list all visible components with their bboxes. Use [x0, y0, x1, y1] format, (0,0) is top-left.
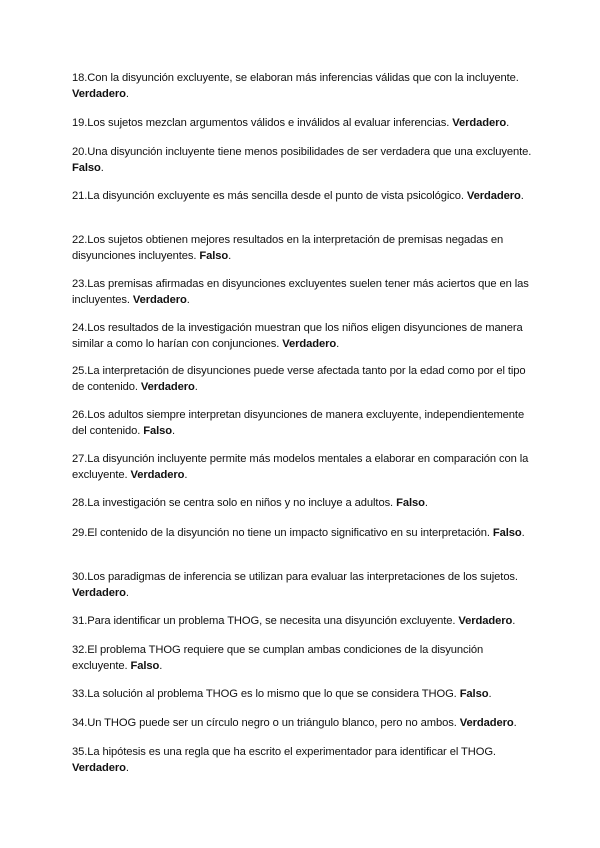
statement-24: 24.Los resultados de la investigación muestran que los niños eligen disyunciones de manera similar a como lo harían con conjunciones. Verdadero. — [72, 322, 523, 351]
statement-number: 29. — [72, 527, 88, 539]
statement-answer: Verdadero — [282, 338, 337, 351]
statement-text: Una disyunción incluyente tiene menos posibilidades de ser verdadera que una excluyente. — [87, 146, 532, 158]
statement-answer: Verdadero — [72, 88, 126, 101]
statement-answer: Verdadero — [140, 381, 195, 394]
statement-32: 32.El problema THOG requiere que se cumplan ambas condiciones de la disyunción excluyente. Falso. — [72, 644, 484, 673]
statement-number: 35. — [72, 746, 88, 758]
statement-25: 25.La interpretación de disyunciones puede verse afectada tanto por la edad como por el tipo de contenido. Verdadero. — [72, 365, 526, 394]
statement-text: Los adultos siempre interpretan disyunciones de manera excluyente, independientemente del contenido. — [72, 409, 525, 438]
statement-answer: Verdadero — [459, 717, 514, 729]
statement-number: 31. — [72, 615, 88, 627]
statement-answer: Falso — [396, 497, 425, 509]
statement-21: 21.La disyunción excluyente es más sencilla desde el punto de vista psicológico. Verdadero. — [72, 190, 524, 202]
statement-number: 21. — [72, 190, 88, 202]
statement-text: Los sujetos obtienen mejores resultados en la interpretación de premisas negadas en disyunciones incluyentes. — [72, 234, 504, 263]
statement-number: 23. — [72, 278, 88, 290]
statement-31: 31.Para identificar un problema THOG, se necesita una disyunción excluyente. Verdadero. — [72, 615, 516, 627]
statement-number: 27. — [72, 453, 88, 465]
statement-number: 32. — [72, 644, 88, 656]
statement-28: 28.La investigación se centra solo en niños y no incluye a adultos. Falso. — [72, 497, 428, 509]
statement-answer: Falso — [72, 162, 101, 175]
statement-number: 20. — [72, 146, 88, 158]
statement-35: 35.La hipótesis es una regla que ha escrito el experimentador para identificar el THOG. Verdadero. — [72, 746, 496, 775]
statement-answer: Falso — [199, 250, 229, 263]
statement-number: 19. — [72, 117, 88, 129]
statement-number: 34. — [72, 717, 88, 729]
statement-text: Los sujetos mezclan argumentos válidos e inválidos al evaluar inferencias. — [87, 117, 450, 129]
statement-text: La hipótesis es una regla que ha escrito el experimentador para identificar el THOG. — [87, 746, 496, 758]
statement-number: 24. — [72, 322, 88, 334]
statement-answer: Falso — [492, 527, 522, 539]
statement-19: 19.Los sujetos mezclan argumentos válidos e inválidos al evaluar inferencias. Verdadero. — [72, 117, 510, 129]
statement-answer: Verdadero — [130, 469, 185, 482]
statement-text: El contenido de la disyunción no tiene un impacto significativo en su interpretación. — [87, 527, 490, 539]
statement-26: 26.Los adultos siempre interpretan disyunciones de manera excluyente, independientemente del contenido. Falso. — [72, 409, 525, 438]
statement-answer: Falso — [459, 688, 489, 700]
statement-answer: Verdadero — [458, 615, 513, 627]
statement-29: 29.El contenido de la disyunción no tiene un impacto significativo en su interpretación. Falso. — [72, 527, 525, 539]
statement-30: 30.Los paradigmas de inferencia se utilizan para evaluar las interpretaciones de los sujetos. Verdadero. — [72, 571, 518, 600]
statement-number: 33. — [72, 688, 88, 700]
statement-text: Los resultados de la investigación muestran que los niños eligen disyunciones de manera similar a como lo harían con conjunciones. — [72, 322, 523, 351]
statement-text: La disyunción excluyente es más sencilla desde el punto de vista psicológico. — [87, 190, 464, 202]
statement-number: 30. — [72, 571, 88, 583]
statement-text: Un THOG puede ser un círculo negro o un triángulo blanco, pero no ambos. — [87, 717, 457, 729]
statement-answer: Verdadero — [466, 190, 521, 202]
statement-answer: Verdadero — [452, 117, 507, 129]
statement-text: Con la disyunción excluyente, se elaboran más inferencias válidas que con la incluyente. — [87, 72, 519, 84]
statement-number: 25. — [72, 365, 88, 377]
statement-text: El problema THOG requiere que se cumplan ambas condiciones de la disyunción excluyente. — [72, 644, 484, 673]
statement-answer: Falso — [130, 660, 160, 673]
statement-18: 18.Con la disyunción excluyente, se elaboran más inferencias válidas que con la incluyente. Verdadero. — [72, 72, 519, 101]
statement-text: Las premisas afirmadas en disyunciones excluyentes suelen tener más aciertos que en las incluyentes. — [72, 278, 529, 307]
statement-text: La disyunción incluyente permite más modelos mentales a elaborar en comparación con la excluyente. — [72, 453, 529, 482]
statement-answer: Verdadero — [132, 294, 187, 307]
statement-text: La solución al problema THOG es lo mismo que lo que se considera THOG. — [87, 688, 457, 700]
statement-number: 18. — [72, 72, 88, 84]
statement-answer: Falso — [143, 425, 173, 438]
statement-33: 33.La solución al problema THOG es lo mismo que lo que se considera THOG. Falso. — [72, 688, 492, 700]
statement-text: La interpretación de disyunciones puede verse afectada tanto por la edad como por el tipo de contenido. — [72, 365, 526, 394]
statement-answer: Verdadero — [72, 762, 126, 775]
statement-number: 26. — [72, 409, 88, 421]
statement-text: Para identificar un problema THOG, se necesita una disyunción excluyente. — [87, 615, 456, 627]
statement-text: Los paradigmas de inferencia se utilizan para evaluar las interpretaciones de los sujetos. — [87, 571, 518, 583]
statement-answer: Verdadero — [72, 587, 126, 600]
statement-number: 22. — [72, 234, 88, 246]
statement-22: 22.Los sujetos obtienen mejores resultados en la interpretación de premisas negadas en disyunciones incluyentes. Falso. — [72, 234, 504, 263]
statement-27: 27.La disyunción incluyente permite más modelos mentales a elaborar en comparación con la excluyente. Verdadero. — [72, 453, 529, 482]
statement-number: 28. — [72, 497, 88, 509]
statement-text: La investigación se centra solo en niños y no incluye a adultos. — [87, 497, 394, 509]
statement-20: 20.Una disyunción incluyente tiene menos posibilidades de ser verdadera que una excluyente. Falso. — [72, 146, 532, 175]
statement-34: 34.Un THOG puede ser un círculo negro o un triángulo blanco, pero no ambos. Verdadero. — [72, 717, 517, 729]
statement-23: 23.Las premisas afirmadas en disyunciones excluyentes suelen tener más aciertos que en las incluyentes. Verdadero. — [72, 278, 529, 307]
